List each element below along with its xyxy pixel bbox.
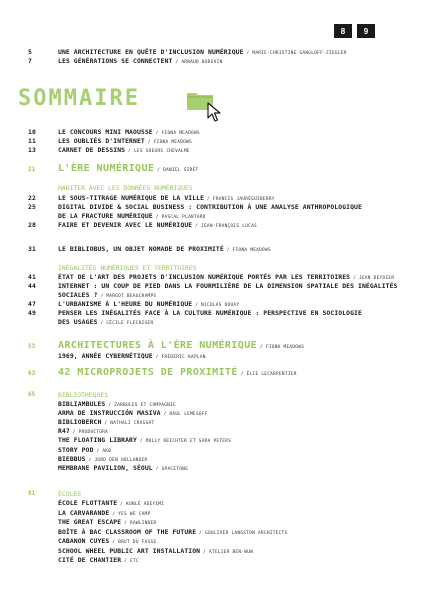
subsection-heading: BIBLIOTHÈQUES bbox=[58, 391, 109, 399]
toc-entry bbox=[28, 146, 404, 156]
toc-entry-title: ARMA DE INSTRUCCIÓN MASIVA bbox=[58, 409, 161, 418]
toc-page-number: 13 bbox=[28, 146, 36, 154]
toc-entry-title: DES USAGES bbox=[58, 318, 98, 326]
toc-entry-author: / SPACETONG bbox=[152, 466, 189, 472]
subsection-page-number: 81 bbox=[28, 490, 36, 497]
section-author: / ÉLIE LECARPENTIER bbox=[237, 372, 297, 377]
toc-entry bbox=[28, 528, 404, 538]
toc-entry-title: LES OUBLIÉS D'INTERNET bbox=[58, 137, 145, 145]
section-author: / FIONA MEADOWS bbox=[257, 345, 305, 350]
section-title bbox=[58, 367, 297, 381]
subsection-page-number: 65 bbox=[28, 391, 36, 398]
toc-entry-author: / LES SOEURS CHEVALME bbox=[125, 149, 190, 154]
toc-entry-title: DIGITAL DIVIDE & SOCIAL BUSINESS : CONTRIBUTION À UNE ANALYSE ANTHROPOLOGIQUE bbox=[58, 203, 362, 211]
toc-entry-title: BOÎTE À BAC CLASSROOM OF THE FUTURE bbox=[58, 527, 197, 536]
toc-entry-author: / JORD DEN HOLLANDER bbox=[85, 457, 148, 463]
toc-entry-title: LA CARVARANDE bbox=[58, 508, 110, 517]
toc-entry-author: / JEAN-FRANÇOIS LUCAS bbox=[192, 224, 257, 229]
section-page-number: 63 bbox=[28, 370, 36, 377]
toc-entry-title: SOCIALES ? bbox=[58, 291, 98, 299]
toc-entry-title: THE GREAT ESCAPE bbox=[58, 518, 122, 526]
toc-entry-author: / MOLLY REICHTER ET SARA PETERS bbox=[136, 439, 232, 445]
section-page-number: 53 bbox=[28, 343, 36, 350]
toc-entry-author: / BRUT DU FASSE bbox=[109, 540, 157, 545]
toc-entry-title: 1969, ANNÉE CYBERNÉTIQUE bbox=[58, 352, 153, 360]
toc-entry bbox=[28, 57, 404, 67]
toc-entry-author: / ZARBULES ET COMPAGNIE bbox=[105, 403, 177, 408]
toc-entry-title: UNE ARCHITECTURE EN QUÊTE D'INCLUSION NUMÉRIQUE bbox=[58, 48, 244, 56]
toc-entry bbox=[28, 221, 404, 231]
toc-entry-title: SCHOOL WHEEL PUBLIC ART INSTALLATION bbox=[58, 546, 201, 555]
toc-page-number: 25 bbox=[28, 203, 36, 211]
toc-entry-title: LE CONCOURS MINI MAOUSSE bbox=[58, 128, 153, 136]
toc-entry-title: CARNET DE DESSINS bbox=[58, 146, 126, 154]
toc-entry-title: THE FLOATING LIBRARY bbox=[58, 436, 137, 445]
toc-entry-author: / ETC bbox=[121, 559, 139, 564]
toc-entry-title: STORY POD bbox=[58, 445, 94, 454]
section-title-text: ARCHITECTURES À L'ÈRE NUMÉRIQUE bbox=[58, 340, 258, 351]
toc-entry bbox=[28, 537, 404, 547]
section-author: / DANIEL SIRET bbox=[154, 168, 199, 173]
toc-entry bbox=[28, 309, 404, 317]
toc-entry-author: / ARNAUD BODEVIN bbox=[172, 60, 223, 65]
toc-page-number: 47 bbox=[28, 300, 36, 308]
toc-entry-title: LES GÉNÉRATIONS SE CONNECTENT bbox=[58, 57, 173, 65]
toc-entry-author: / KUNLÉ ADEYEMI bbox=[117, 502, 165, 507]
page-title: SOMMAIRE bbox=[18, 86, 140, 111]
section-title-text: L'ÈRE NUMÉRIQUE bbox=[58, 163, 155, 174]
page-number-left: 8 bbox=[334, 24, 352, 38]
page-number-right: 9 bbox=[357, 24, 375, 38]
toc-entry bbox=[28, 203, 404, 211]
toc-entry-title: DE LA FRACTURE NUMÉRIQUE bbox=[58, 212, 153, 220]
toc-entry-author: / RAWLINDER bbox=[121, 521, 157, 526]
toc-entry-title: LE SOUS-TITRAGE NUMÉRIQUE DE LA VILLE bbox=[58, 194, 205, 202]
toc-entry-author: / PRODUCTORA bbox=[69, 430, 109, 436]
toc-entry-author: / ATELIER BEN-WUW bbox=[200, 549, 254, 555]
toc-entry bbox=[28, 556, 404, 566]
toc-entry-title: BIBLIAMBULES bbox=[58, 400, 106, 408]
toc-entry bbox=[28, 464, 404, 474]
toc-entry-author: / RAUL LEMESOFF bbox=[160, 412, 208, 418]
toc-entry-author: / YES WE CAMP bbox=[109, 511, 151, 517]
toc-entry-title: MEMBRANE PAVILION, SÉOUL bbox=[58, 463, 153, 472]
toc-page-number: 44 bbox=[28, 282, 36, 290]
toc-entry-title: L'URBANISME À L'HEURE DU NUMÉRIQUE bbox=[58, 300, 193, 308]
toc-entry bbox=[28, 282, 404, 290]
toc-entry-author: / GOULIVER LANGSTON ARCHITECTS bbox=[196, 530, 288, 536]
toc-entry-title: PENSER LES INÉGALITÉS FACE À LA CULTURE NUMÉRIQUE : PERSPECTIVE EN SOCIOLOGIE bbox=[58, 309, 362, 317]
toc-entry-title: INTERNET : UN COUP DE PIED DANS LA FOURMILIÈRE DE LA DIMENSION SPATIALE DES INÉGALITÉS bbox=[58, 282, 398, 290]
mouse-cursor-icon bbox=[207, 102, 223, 122]
section-title bbox=[58, 163, 198, 177]
subsection-heading: INÉGALITÉS NUMÉRIQUES ET TERRITOIRES bbox=[58, 264, 197, 272]
toc-entry-title: BIBLIOBERCH bbox=[58, 418, 102, 427]
toc-entry-author: / FIONA MEADOWS bbox=[152, 131, 200, 136]
toc-entry-author: / MARGOT BEAUCHAMPS bbox=[97, 294, 157, 299]
toc-entry-title: ÉCOLE FLOTTANTE bbox=[58, 499, 118, 507]
toc-page-number: 28 bbox=[28, 221, 36, 229]
toc-page-number: 11 bbox=[28, 137, 36, 145]
section-title-text: 42 MICROPROJETS DE PROXIMITÉ bbox=[58, 367, 238, 378]
toc-entry-title: BIEBBUS bbox=[58, 454, 86, 463]
toc-entry bbox=[28, 352, 404, 362]
toc-entry-author: / FRÉDÉRIC KAPLAN bbox=[152, 355, 206, 360]
toc-entry bbox=[28, 509, 404, 519]
section-page-number: 21 bbox=[28, 166, 36, 173]
toc-page-number: 7 bbox=[28, 57, 32, 65]
toc-page-number: 10 bbox=[28, 128, 36, 136]
toc-entry-title: FAIRE ET DEVENIR AVEC LE NUMÉRIQUE bbox=[58, 221, 193, 229]
toc-entry-author: / NATHALI CRASSAT bbox=[101, 421, 155, 427]
toc-entry-title: R47 bbox=[58, 427, 70, 436]
subsection-heading: ÉCOLES bbox=[58, 490, 82, 498]
toc-entry-author: / MARIE-CHRISTINE GANGLOFF-ZIEGLER bbox=[243, 51, 347, 56]
toc-entry-title: CITÉ DE CHANTIER bbox=[58, 556, 122, 564]
toc-entry-author: / FIONA MEADOWS bbox=[223, 248, 271, 253]
toc-entry bbox=[28, 547, 404, 557]
toc-entry-title: ÉTAT DE L'ART DES PROJETS D'INCLUSION NUMÉRIQUE PORTÉS PAR LES TERRITOIRES bbox=[58, 273, 351, 281]
toc-entry-author: / FRANCIS JAURÉGUIBERRY bbox=[204, 197, 275, 202]
toc-entry-title: CABANON CUYES bbox=[58, 537, 110, 545]
toc-page-number: 5 bbox=[28, 48, 32, 56]
toc-entry-title: LE BIBLIOBUS, UN OBJET NOMADE DE PROXIMITÉ bbox=[58, 245, 224, 253]
toc-entry bbox=[28, 245, 404, 255]
toc-entry bbox=[28, 499, 404, 509]
toc-entry-author: / JEAN DEYDIER bbox=[350, 276, 395, 281]
toc-page-number: 22 bbox=[28, 194, 36, 202]
toc-page-number: 41 bbox=[28, 273, 36, 281]
toc-entry-author: / NICOLAS DOUAY bbox=[192, 303, 240, 308]
toc-page-number: 31 bbox=[28, 245, 36, 253]
toc-entry-author: / PASCAL PLANTARD bbox=[152, 215, 206, 220]
toc-page-number: 49 bbox=[28, 309, 36, 317]
toc-entry-author: / FIONA MEADOWS bbox=[144, 140, 192, 145]
subsection-heading: HABITER AVEC LES DONNÉES NUMÉRIQUES bbox=[58, 184, 193, 192]
toc-entry bbox=[28, 518, 404, 528]
toc-entry bbox=[28, 318, 404, 328]
toc-entry-author: / AKB bbox=[93, 448, 112, 454]
toc-entry-author: / CÉCILE FLECKIGER bbox=[97, 321, 154, 326]
